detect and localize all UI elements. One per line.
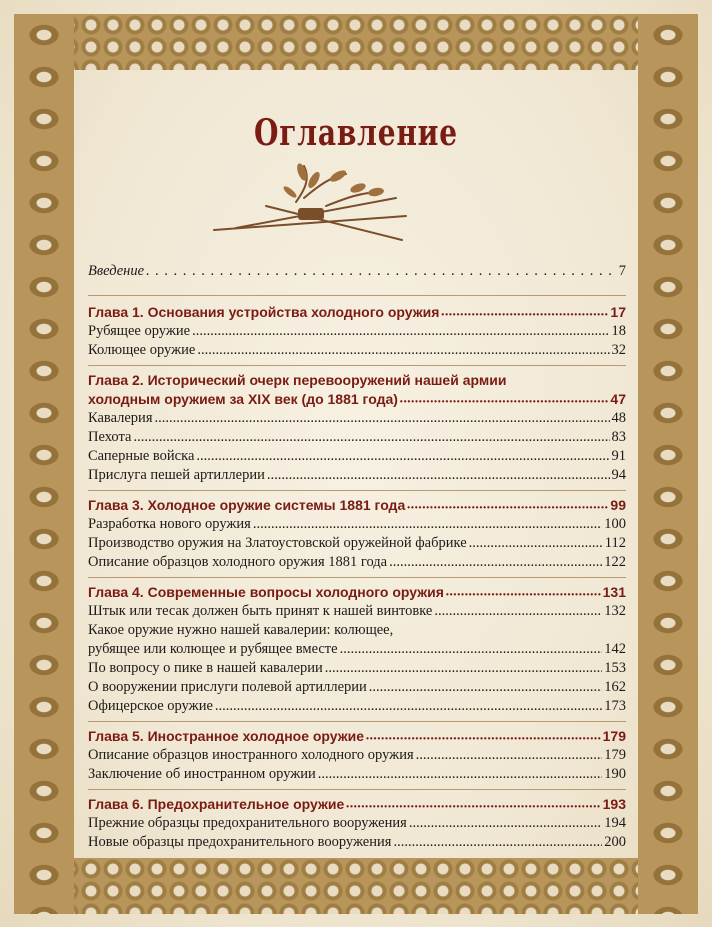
chapter-1 — [88, 303, 626, 322]
table-of-contents — [88, 262, 626, 852]
toc-entry[interactable]: Штык или тесак должен быть принят к нашей винтовке ..... 132 — [88, 602, 626, 621]
chapter-heading[interactable]: Глава 1. Основания устройства холодного оружия ••••• 17 — [88, 303, 626, 322]
toc-entry[interactable]: Разработка нового оружия ..... 100 — [88, 515, 626, 534]
toc-entry[interactable]: Прежние образцы предохранительного вооружения ..... 194 — [88, 814, 626, 833]
ornamental-border-left — [14, 14, 74, 914]
chapter-heading[interactable]: холодным оружием за XIX век (до 1881 года) ••••• 47 — [88, 390, 626, 409]
chapter-3 — [88, 496, 626, 515]
toc-entry[interactable]: Кавалерия ..... 48 — [88, 409, 626, 428]
toc-entry[interactable]: Описание образцов холодного оружия 1881 года ..... 122 — [88, 553, 626, 572]
toc-entry[interactable]: Описание образцов иностранного холодного оружия ..... 179 — [88, 746, 626, 765]
toc-entry[interactable]: Новые образцы предохранительного вооружения ..... 200 — [88, 833, 626, 852]
toc-entry[interactable]: Рубящее оружие ..... 18 — [88, 322, 626, 341]
ornamental-border-bottom — [14, 858, 698, 914]
chapter-5 — [88, 727, 626, 746]
toc-entry[interactable]: Саперные войска ..... 91 — [88, 447, 626, 466]
chapter-heading[interactable]: Глава 5. Иностранное холодное оружие ••••• 179 — [88, 727, 626, 746]
toc-entry[interactable]: Производство оружия на Златоустовской оружейной фабрике ..... 112 — [88, 534, 626, 553]
toc-entry[interactable]: Пехота ..... 83 — [88, 428, 626, 447]
chapter-heading[interactable]: Глава 6. Предохранительное оружие ••••• 193 — [88, 795, 626, 814]
ornamental-border-right — [638, 14, 698, 914]
toc-entry-intro[interactable]: Введение . . . 7 — [88, 262, 626, 281]
toc-entry[interactable]: По вопросу о пике в нашей кавалерии ..... 153 — [88, 659, 626, 678]
chapter-2 — [88, 371, 626, 409]
toc-entry-line[interactable]: Какое оружие нужно нашей кавалерии: колющее, — [88, 622, 394, 638]
page-title: Оглавление — [254, 112, 458, 154]
chapter-heading-line[interactable]: Глава 2. Исторический очерк перевооружений нашей армии — [88, 372, 507, 388]
crossed-weapons-emblem-icon — [206, 158, 416, 252]
toc-entry[interactable]: рубящее или колющее и рубящее вместе ..... 142 — [88, 640, 626, 659]
toc-entry[interactable]: Колющее оружие ..... 32 — [88, 341, 626, 360]
toc-entry[interactable]: Заключение об иностранном оружии ..... 190 — [88, 765, 626, 784]
chapter-6 — [88, 795, 626, 814]
chapter-4 — [88, 583, 626, 602]
chapter-heading[interactable]: Глава 4. Современные вопросы холодного оружия ••••• 131 — [88, 583, 626, 602]
toc-entry[interactable]: Офицерское оружие ..... 173 — [88, 697, 626, 716]
toc-entry[interactable]: Прислуга пешей артиллерии ..... 94 — [88, 466, 626, 485]
chapter-heading[interactable]: Глава 3. Холодное оружие системы 1881 года ••••• 99 — [88, 496, 626, 515]
ornamental-border-top — [14, 14, 698, 70]
toc-entry[interactable]: О вооружении прислуги полевой артиллерии ..... 162 — [88, 678, 626, 697]
